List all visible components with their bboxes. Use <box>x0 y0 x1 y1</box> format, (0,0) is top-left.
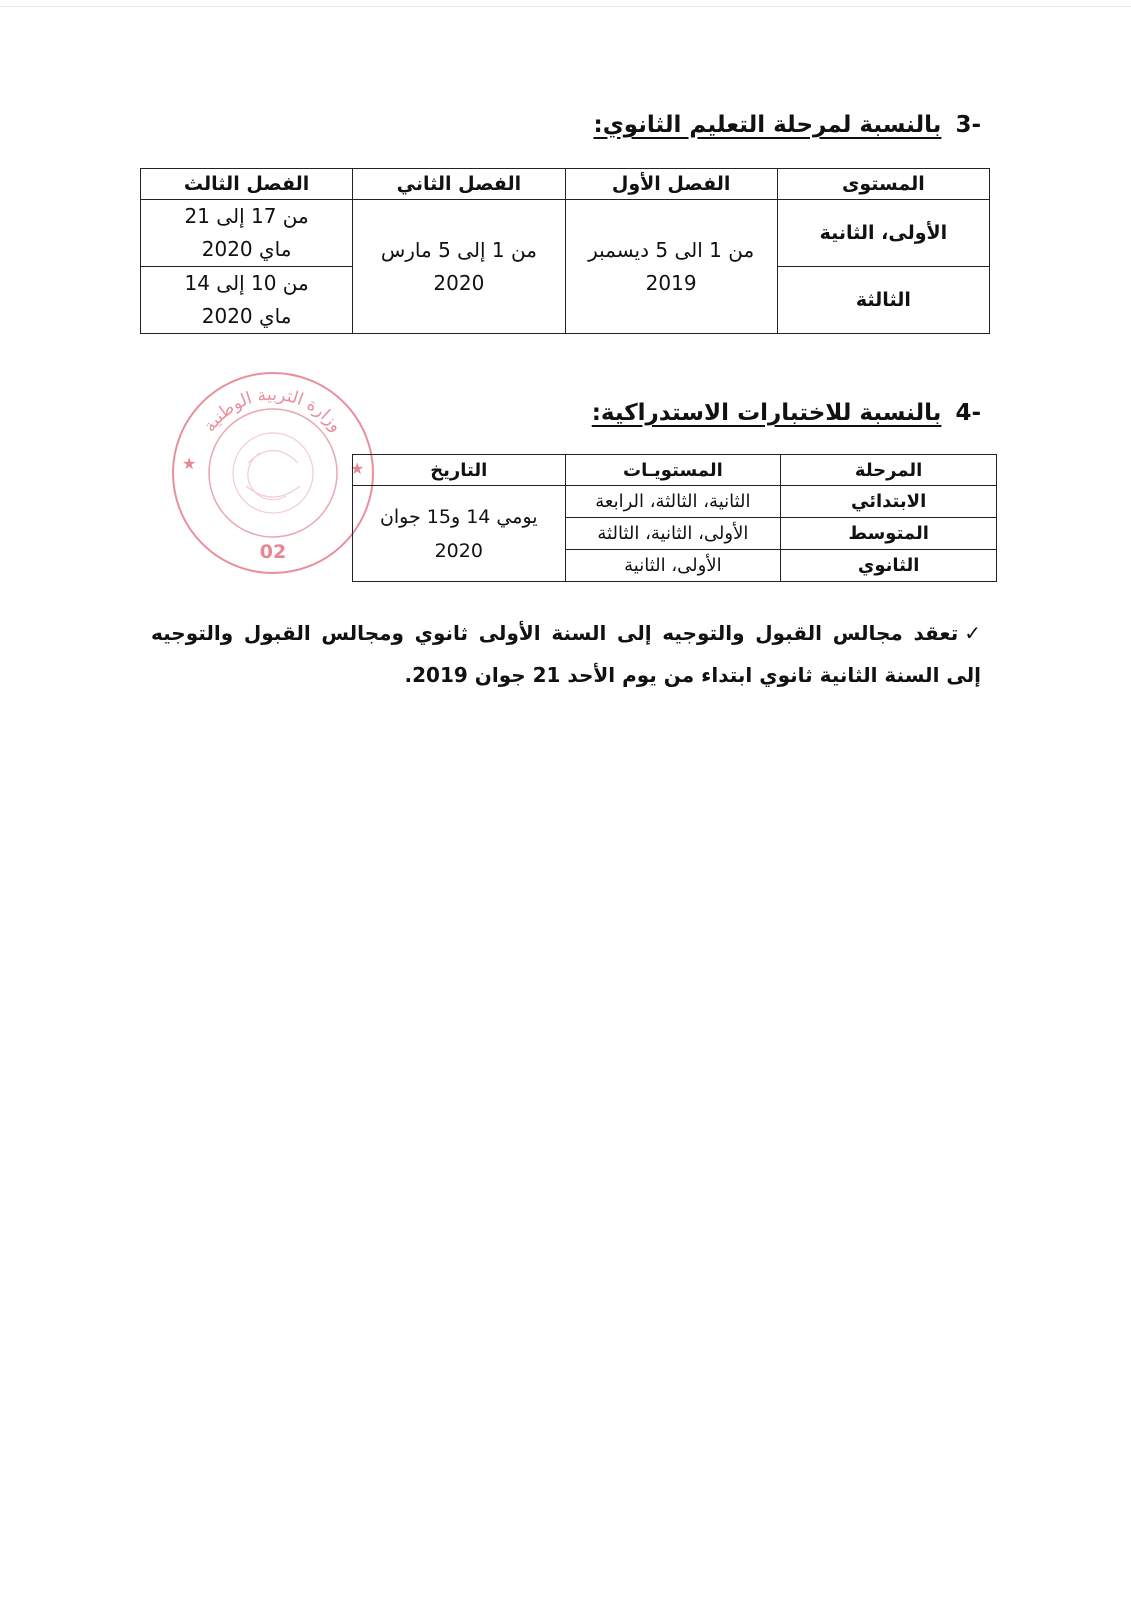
header-level: المستوى <box>777 169 989 200</box>
note-text: تعقد مجالس القبول والتوجيه إلى السنة الأولى ثانوي ومجالس القبول والتوجيه إلى السنة الثانية ثانوي ابتداء من يوم الأحد 21 جوان 2019. <box>151 621 981 687</box>
councils-note <box>151 612 981 696</box>
checkmark-icon: ✓ <box>964 621 981 645</box>
section-3-heading <box>594 112 981 138</box>
date-cell <box>353 486 566 582</box>
stamp-emblem-icon <box>233 433 313 513</box>
date-days: يومي 14 و15 جوان <box>379 505 538 528</box>
term-3-dates: من 17 إلى 21 <box>184 204 309 228</box>
header-date: التاريخ <box>353 455 566 486</box>
levels-cell: الأولى، الثانية <box>565 550 781 582</box>
table-row <box>141 200 990 267</box>
table-header-row <box>141 169 990 200</box>
term-2-dates: من 1 إلى 5 مارس <box>380 237 537 262</box>
header-phase: المرحلة <box>781 455 997 486</box>
section-4-heading <box>592 400 981 426</box>
phase-cell: الثانوي <box>781 550 997 582</box>
ministry-stamp <box>168 368 378 578</box>
phase-cell: المتوسط <box>781 518 997 550</box>
term-1-dates: من 1 الى 5 ديسمبر <box>588 237 755 262</box>
header-term-1: الفصل الأول <box>565 169 777 200</box>
stamp-star-right: ★ <box>350 459 365 478</box>
secondary-exams-table <box>140 168 990 334</box>
levels-cell: الثانية، الثالثة، الرابعة <box>565 486 781 518</box>
date-year: 2020 <box>434 539 483 562</box>
phase-cell: الابتدائي <box>781 486 997 518</box>
stamp-inner-ring <box>209 409 337 537</box>
term-2-year: 2020 <box>433 270 485 295</box>
table-header-row <box>353 455 997 486</box>
section-4-title: بالنسبة للاختبارات الاستدراكية: <box>591 400 942 426</box>
levels-cell: الأولى، الثانية، الثالثة <box>565 518 781 550</box>
term-3-cell <box>141 200 353 267</box>
makeup-exams-table <box>352 454 997 582</box>
term-3-month: ماي 2020 <box>201 304 292 328</box>
term-3-month: ماي 2020 <box>201 237 292 261</box>
level-cell: الثالثة <box>777 267 989 334</box>
stamp-text: وزارة التربية الوطنية <box>199 384 347 436</box>
level-cell: الأولى، الثانية <box>777 200 989 267</box>
section-3-number: -3 <box>955 112 981 138</box>
stamp-number: 02 <box>259 541 287 563</box>
header-term-2: الفصل الثاني <box>353 169 565 200</box>
stamp-star-left: ★ <box>182 454 197 473</box>
term-2-cell <box>353 200 565 334</box>
section-4-number: -4 <box>955 400 981 426</box>
term-1-cell <box>565 200 777 334</box>
term-1-year: 2019 <box>645 270 697 295</box>
header-term-3: الفصل الثالث <box>141 169 353 200</box>
page-top-edge <box>0 6 1131 7</box>
term-3-dates: من 10 إلى 14 <box>184 271 309 295</box>
header-levels: المستويـات <box>565 455 781 486</box>
table-row <box>353 486 997 518</box>
term-3-cell <box>141 267 353 334</box>
section-3-title: بالنسبة لمرحلة التعليم الثانوي: <box>593 112 942 138</box>
